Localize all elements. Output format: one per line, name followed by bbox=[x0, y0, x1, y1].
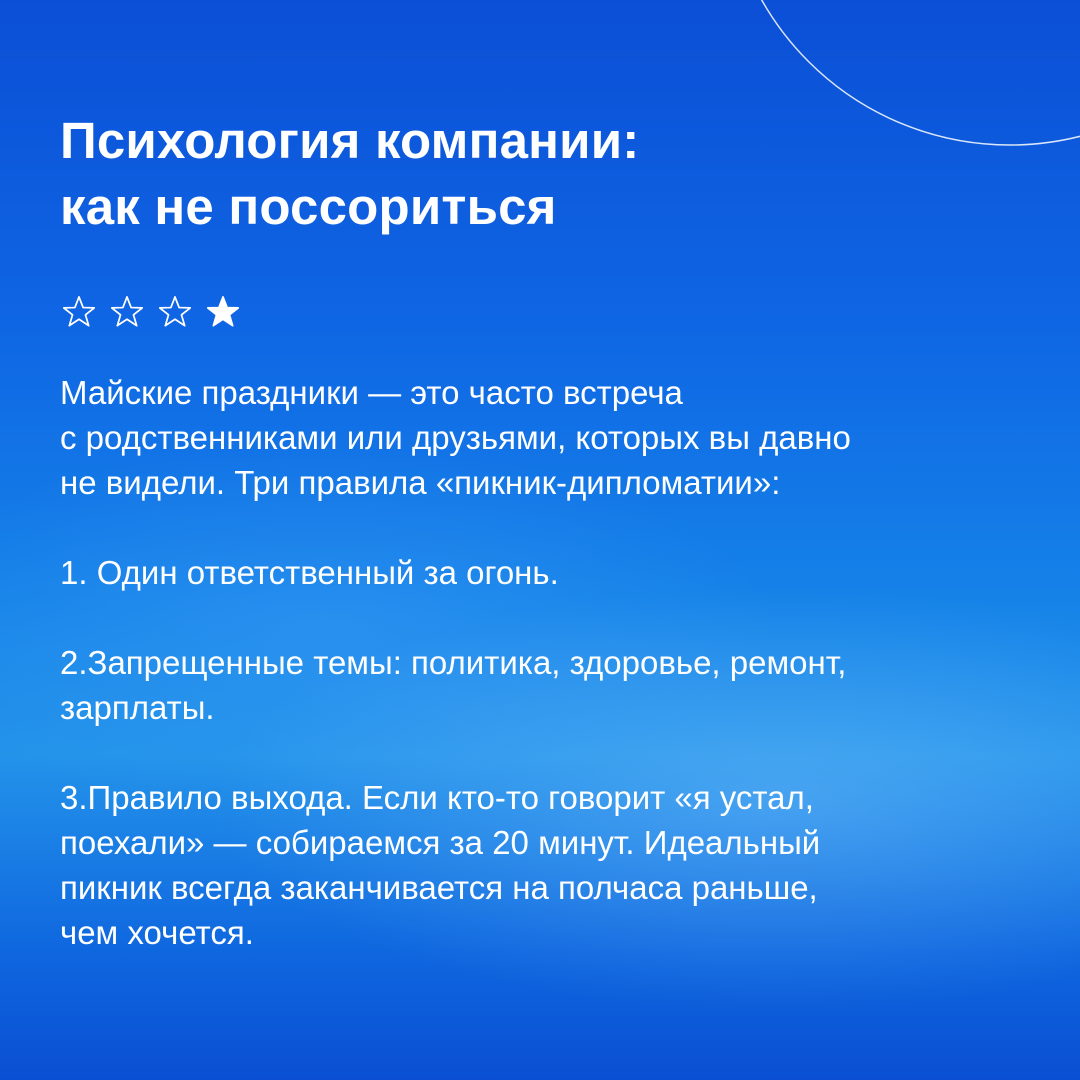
text-line: не видели. Три правила «пикник-дипломатии»: bbox=[60, 464, 781, 501]
rule-item bbox=[60, 550, 1050, 595]
star-rating bbox=[60, 292, 1050, 332]
text-line: пикник всегда заканчивается на полчаса раньше, bbox=[60, 869, 818, 906]
title-line: как не поссориться bbox=[60, 178, 557, 235]
text-line: 1. Один ответственный за огонь. bbox=[60, 554, 559, 591]
rule-item bbox=[60, 775, 1050, 955]
intro-paragraph bbox=[60, 370, 1050, 505]
title-line: Психология компании: bbox=[60, 112, 640, 169]
star-outline-icon bbox=[60, 293, 98, 331]
rule-item bbox=[60, 640, 1050, 730]
post-body bbox=[60, 370, 1050, 955]
star-filled-icon bbox=[204, 293, 242, 331]
text-line: 2.Запрещенные темы: политика, здоровье, ремонт, bbox=[60, 644, 847, 681]
post-title bbox=[60, 108, 1050, 240]
star-outline-icon bbox=[156, 293, 194, 331]
text-line: чем хочется. bbox=[60, 914, 254, 951]
text-line: 3.Правило выхода. Если кто-то говорит «я устал, bbox=[60, 779, 814, 816]
text-line: поехали» — собираемся за 20 минут. Идеальный bbox=[60, 824, 821, 861]
text-line: Майские праздники — это часто встреча bbox=[60, 374, 683, 411]
text-line: зарплаты. bbox=[60, 689, 215, 726]
text-line: с родственниками или друзьями, которых вы давно bbox=[60, 419, 851, 456]
post-content bbox=[60, 108, 1050, 1000]
star-outline-icon bbox=[108, 293, 146, 331]
